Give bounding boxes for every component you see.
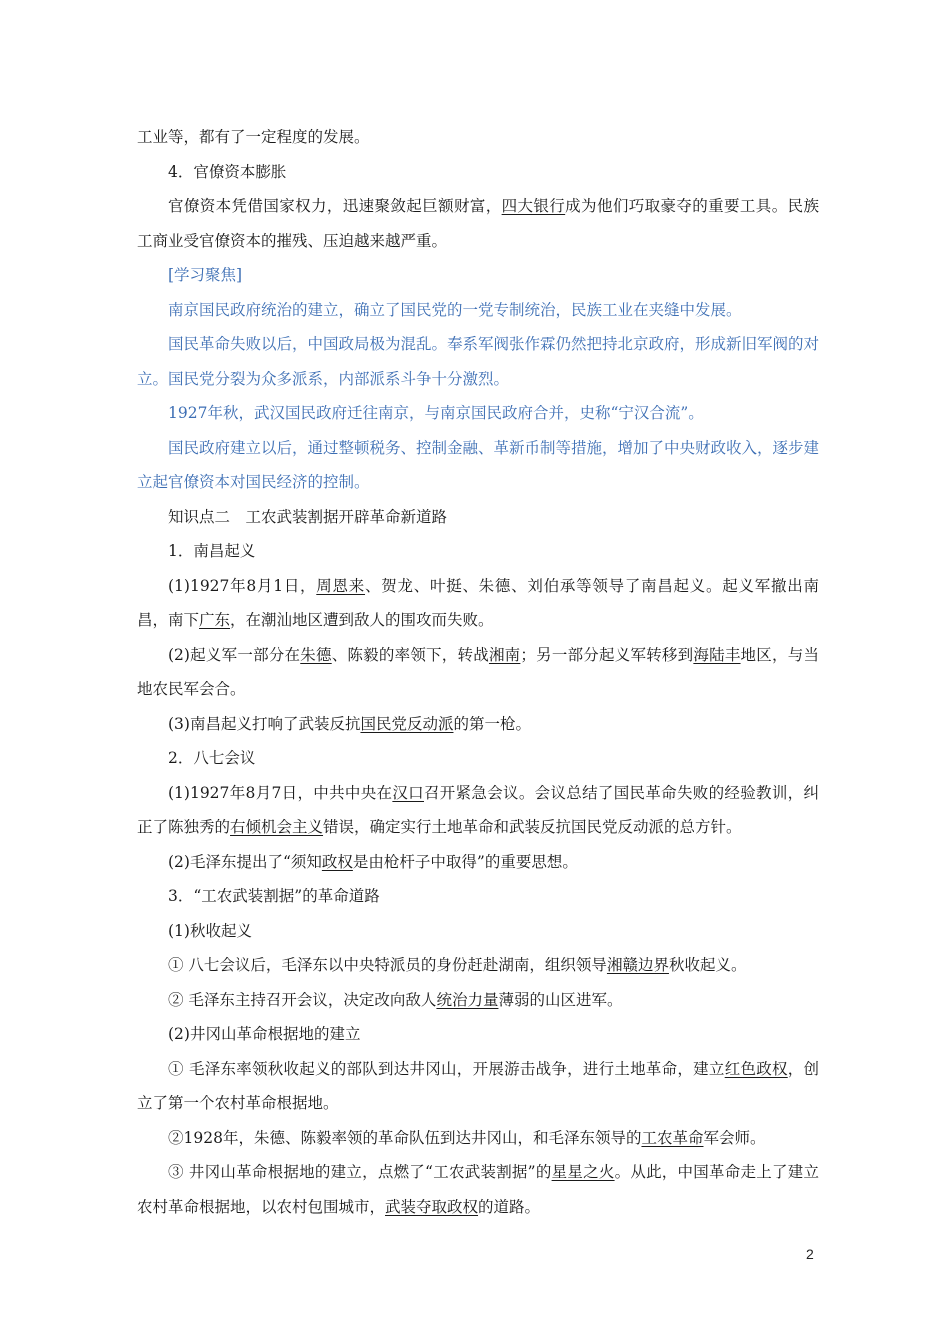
paragraph	[137, 1121, 819, 1156]
paragraph	[137, 879, 819, 914]
text-run: 国民政府建立以后，通过整顿税务、控制金融、革新币制等措施，增加了中央财政收入，逐步建立起官僚资本对国民经济的控制。	[137, 438, 820, 491]
text-run: ① 毛泽东率领秋收起义的部队到达井冈山，开展游击战争，进行土地革命，建立	[168, 1059, 725, 1078]
paragraph	[137, 534, 819, 569]
paragraph	[137, 776, 819, 845]
text-run: ，在潮汕地区遭到敌人的围攻而失败。	[230, 611, 494, 629]
text-run: 薄弱的山区进军。	[498, 990, 623, 1009]
text-run: [学习聚焦]	[168, 266, 243, 284]
underlined-term: 国民党反动派	[360, 714, 454, 733]
paragraph	[137, 258, 819, 293]
text-run: 1927年秋，武汉国民政府迁往南京，与南京国民政府合并，史称“宁汉合流”。	[168, 404, 704, 422]
text-run: ② 毛泽东主持召开会议，决定改向敌人	[168, 990, 437, 1009]
text-run: (2)毛泽东提出了“须知	[168, 852, 322, 871]
text-run: 国民革命失败以后，中国政局极为混乱。奉系军阀张作霖仍然把持北京政府，形成新旧军阀的对立。国民党分裂为众多派系，内部派系斗争十分激烈。	[137, 335, 820, 388]
text-run: 的道路。	[478, 1197, 541, 1216]
text-run: 错误，确定实行土地革命和武装反抗国民党反动派的总方针。	[323, 818, 742, 836]
paragraph	[137, 569, 819, 638]
paragraph	[137, 189, 819, 258]
paragraph	[137, 845, 819, 880]
paragraph	[137, 948, 819, 983]
text-run: 1．南昌起义	[168, 542, 256, 560]
underlined-term: 统治力量	[436, 990, 499, 1009]
paragraph	[137, 327, 819, 396]
paragraph	[137, 1155, 819, 1224]
text-run: (1)1927年8月1日，	[168, 576, 317, 595]
text-run: 工业等，都有了一定程度的发展。	[137, 128, 370, 146]
underlined-term: 右倾机会主义	[230, 818, 324, 836]
underlined-term: 湘南	[488, 645, 521, 664]
text-run: 、陈毅的率领下，转战	[331, 645, 489, 664]
text-run: ；另一部分起义军转移到	[520, 645, 694, 664]
text-run: 的第一枪。	[453, 714, 531, 733]
paragraph	[137, 741, 819, 776]
underlined-term: 武装夺取政权	[385, 1197, 479, 1216]
paragraph	[137, 431, 819, 500]
underlined-term: 汉口	[392, 783, 424, 802]
paragraph	[137, 707, 819, 742]
text-run: 军会师。	[703, 1128, 766, 1147]
underlined-term: 四大银行	[501, 197, 566, 215]
paragraph	[137, 293, 819, 328]
underlined-term: 政权	[321, 852, 353, 871]
page-number: 2	[806, 1246, 814, 1262]
text-run: ②1928年，朱德、陈毅率领的革命队伍到达井冈山，和毛泽东领导的	[168, 1128, 642, 1147]
text-run: (1)秋收起义	[168, 921, 252, 940]
paragraph	[137, 1017, 819, 1052]
text-run: 3．“工农武装割据”的革命道路	[168, 887, 380, 905]
underlined-term: 星星之火	[551, 1163, 615, 1181]
text-run: (3)南昌起义打响了武装反抗	[168, 714, 361, 733]
text-run: 官僚资本凭借国家权力，迅速聚敛起巨额财富，	[168, 197, 502, 215]
paragraph	[137, 396, 819, 431]
underlined-term: 海陆丰	[693, 645, 741, 664]
text-run: 召开紧急会议。会议总结了国民革命失败的经验教训，纠正了陈独秀的	[137, 783, 819, 836]
text-run: ① 八七会议后，毛泽东以中央特派员的身份赶赴湖南，组织领导	[168, 956, 607, 974]
paragraph	[137, 500, 819, 535]
paragraph	[137, 983, 819, 1018]
text-run: 地区，与当地农民军会合。	[137, 645, 819, 698]
text-run: 2．八七会议	[168, 749, 256, 767]
paragraph	[137, 1052, 819, 1121]
text-run: 秋收起义。	[668, 956, 747, 974]
document-body	[137, 120, 819, 1224]
underlined-term: 红色政权	[724, 1059, 788, 1078]
underlined-term: 周恩来	[316, 576, 366, 595]
text-run: (1)1927年8月7日，中共中央在	[168, 783, 393, 802]
text-run: (2)井冈山革命根据地的建立	[168, 1025, 361, 1043]
paragraph	[137, 120, 819, 155]
paragraph	[137, 638, 819, 707]
text-run: (2)起义军一部分在	[168, 645, 301, 664]
paragraph	[137, 914, 819, 949]
text-run: ③ 井冈山革命根据地的建立，点燃了“工农武装割据”的	[168, 1163, 552, 1181]
underlined-term: 广东	[199, 611, 231, 629]
text-run: 南京国民政府统治的建立，确立了国民党的一党专制统治，民族工业在夹缝中发展。	[168, 300, 742, 319]
text-run: ，创立了第一个农村革命根据地。	[137, 1059, 819, 1112]
underlined-term: 朱德	[300, 645, 332, 664]
text-run: 。从此，中国革命走上了建立农村革命根据地，以农村包围城市，	[137, 1163, 819, 1216]
underlined-term: 工农革命	[641, 1128, 704, 1147]
text-run: 知识点二 工农武装割据开辟革命新道路	[168, 507, 448, 526]
text-run: 是由枪杆子中取得”的重要思想。	[352, 852, 578, 871]
text-run: 成为他们巧取豪夺的重要工具。民族工商业受官僚资本的摧残、压迫越来越严重。	[137, 197, 819, 250]
paragraph	[137, 155, 819, 190]
text-run: 、贺龙、叶挺、朱德、刘伯承等领导了南昌起义。起义军撤出南昌，南下	[137, 576, 819, 629]
underlined-term: 湘赣边界	[606, 956, 669, 974]
text-run: 4．官僚资本膨胀	[168, 162, 287, 181]
